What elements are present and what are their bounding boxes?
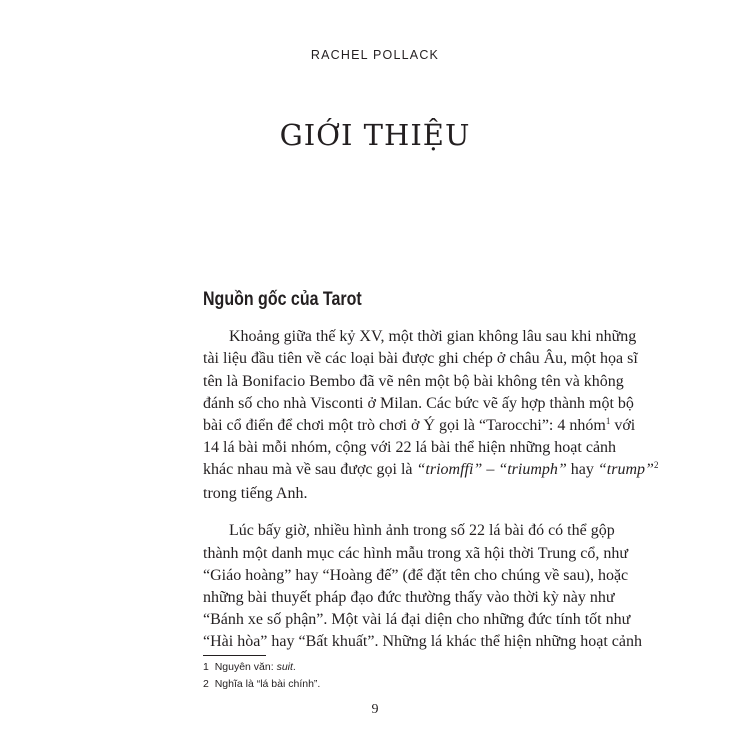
text-line: “Hài hòa” hay “Bất khuất”. Những lá khác thể hiện những hoạt cảnh xyxy=(203,633,642,650)
running-header: RACHEL POLLACK xyxy=(310,48,440,62)
footnote-ref[interactable]: 2 xyxy=(653,460,659,470)
text-line: 14 lá bài mỗi nhóm, cộng với 22 lá bài thể hiện những hoạt cảnh xyxy=(203,439,617,456)
text-line: những bài thuyết pháp đạo đức thường thấy vào thời kỳ này như xyxy=(203,589,615,606)
footnote-2: 2 Nghĩa là “lá bài chính”. xyxy=(203,678,321,690)
text-line: thành một danh mục các hình mẫu trong xã hội thời Trung cổ, như xyxy=(203,545,629,562)
page-number: 9 xyxy=(371,702,379,717)
footnote-1: 1 Nguyên văn: suit. xyxy=(203,661,296,673)
text-line: trong tiếng Anh. xyxy=(203,485,308,502)
text-line: đánh số cho nhà Visconti ở Milan. Các bức vẽ ấy hợp thành một bộ xyxy=(203,395,634,412)
text-line: “Giáo hoàng” hay “Hoàng đế” (để đặt tên cho chúng về sau), hoặc xyxy=(203,567,629,584)
text-line: Lúc bấy giờ, nhiều hình ảnh trong số 22 lá bài đó có thể gộp xyxy=(229,522,615,539)
text-line: “Bánh xe số phận”. Một vài lá đại diện cho những đức tính tốt như xyxy=(203,611,631,628)
text-line: tên là Bonifacio Bembo đã vẽ nên một bộ bài không tên và không xyxy=(203,373,624,390)
section-heading: Nguồn gốc của Tarot xyxy=(203,288,362,310)
text-line: bài cổ điển để chơi một trò chơi ở Ý gọi là “Tarocchi”: 4 nhóm$^1$ với xyxy=(203,416,636,434)
footnote-ref[interactable]: 1 xyxy=(605,416,611,426)
text-line: tài liệu đầu tiên về các loại bài được ghi chép ở châu Âu, một họa sĩ xyxy=(203,350,638,367)
text-line: Khoảng giữa thế kỷ XV, một thời gian không lâu sau khi những xyxy=(229,328,637,345)
footnote-divider xyxy=(203,655,266,656)
chapter-title: GIỚI THIỆU xyxy=(279,118,471,152)
text-line: khác nhau mà về sau được gọi là “triomffi” – “triumph” hay “trump”$^2$ xyxy=(203,460,659,478)
